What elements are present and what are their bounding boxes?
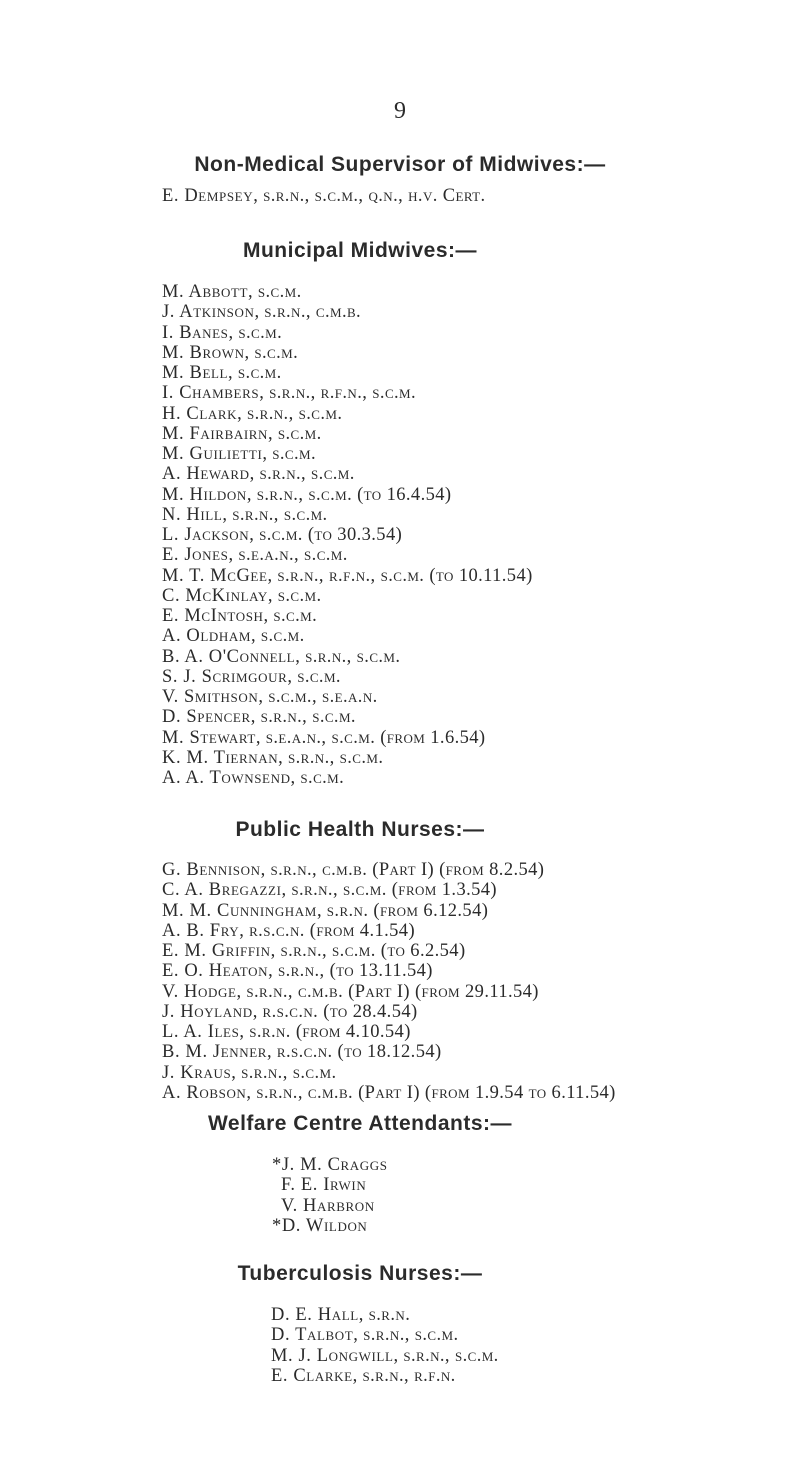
list-item: E. O. Heaton, s.r.n., (to 13.11.54): [162, 961, 433, 982]
section-heading-municipal-midwives: Municipal Midwives:—: [242, 239, 478, 262]
tuberculosis-nurses-list: [271, 1305, 499, 1386]
list-item: M. Brown, s.c.m.: [162, 342, 299, 363]
list-item: M. Hildon, s.r.n., s.c.m. (to 16.4.54): [162, 484, 452, 505]
list-item: M. Stewart, s.e.a.n., s.c.m. (from 1.6.54): [162, 727, 486, 748]
list-item: D. E. Hall, s.r.n.: [271, 1305, 411, 1325]
section-heading-tuberculosis-nurses: Tuberculosis Nurses:—: [237, 1262, 483, 1285]
list-item: H. Clark, s.r.n., s.c.m.: [162, 403, 343, 424]
list-item: B. M. Jenner, r.s.c.n. (to 18.12.54): [162, 1042, 442, 1063]
list-item: A. Oldham, s.c.m.: [162, 626, 305, 647]
list-item: A. Robson, s.r.n., c.m.b. (Part I) (from 1.9.54 to 6.11.54): [162, 1082, 616, 1103]
list-item: *J. M. Craggs: [272, 1155, 388, 1175]
list-item: I. Chambers, s.r.n., r.f.n., s.c.m.: [162, 383, 417, 404]
list-item: A. B. Fry, r.s.c.n. (from 4.1.54): [162, 920, 416, 941]
list-item: V. Smithson, s.c.m., s.e.a.n.: [162, 687, 378, 707]
list-item: B. A. O'Connell, s.r.n., s.c.m.: [162, 646, 401, 667]
list-item: S. J. Scrimgour, s.c.m.: [162, 666, 341, 687]
list-item: E. McIntosh, s.c.m.: [162, 606, 318, 626]
list-item: J. Atkinson, s.r.n., c.m.b.: [162, 302, 362, 323]
list-item: A. A. Townsend, s.c.m.: [162, 768, 345, 788]
list-item: M. Fairbairn, s.c.m.: [162, 423, 322, 444]
list-item: E. Dempsey, s.r.n., s.c.m., q.n., h.v. Cert.: [162, 186, 486, 206]
list-item: E. Jones, s.e.a.n., s.c.m.: [162, 545, 348, 566]
list-item: V. Hodge, s.r.n., c.m.b. (Part I) (from 29.11.54): [162, 981, 539, 1002]
list-item: C. A. Bregazzi, s.r.n., s.c.m. (from 1.3.54): [162, 880, 497, 901]
list-item: J. Hoyland, r.s.c.n. (to 28.4.54): [162, 1001, 418, 1022]
list-item: M. J. Longwill, s.r.n., s.c.m.: [271, 1345, 499, 1366]
list-item: L. A. Iles, s.r.n. (from 4.10.54): [162, 1022, 411, 1042]
list-item: C. McKinlay, s.c.m.: [162, 585, 322, 606]
page-number: 9: [394, 98, 406, 124]
list-item: D. Talbot, s.r.n., s.c.m.: [271, 1325, 459, 1346]
list-item: M. Bell, s.c.m.: [162, 363, 282, 383]
list-item: D. Spencer, s.r.n., s.c.m.: [162, 707, 356, 728]
list-item: M. Guilietti, s.c.m.: [162, 444, 316, 464]
list-item: F. E. Irwin: [281, 1175, 367, 1196]
list-item: M. M. Cunningham, s.r.n. (from 6.12.54): [162, 900, 489, 921]
list-item: M. T. McGee, s.r.n., r.f.n., s.c.m. (to 10.11.54): [162, 565, 533, 586]
list-item: *D. Wildon: [272, 1215, 368, 1236]
list-item: K. M. Tiernan, s.r.n., s.c.m.: [162, 747, 384, 768]
list-item: G. Bennison, s.r.n., c.m.b. (Part I) (from 8.2.54): [162, 860, 545, 880]
list-item: E. M. Griffin, s.r.n., s.c.m. (to 6.2.54): [162, 941, 466, 961]
list-item: J. Kraus, s.r.n., s.c.m.: [162, 1062, 337, 1083]
supervisor-list: [162, 186, 486, 206]
list-item: A. Heward, s.r.n., s.c.m.: [162, 464, 355, 485]
list-item: N. Hill, s.r.n., s.c.m.: [162, 504, 328, 525]
section-heading-supervisor: Non-Medical Supervisor of Midwives:—: [194, 153, 606, 176]
municipal-midwives-list: [162, 282, 533, 788]
list-item: L. Jackson, s.c.m. (to 30.3.54): [162, 525, 403, 545]
list-item: I. Banes, s.c.m.: [162, 322, 283, 343]
section-heading-welfare-centre-attendants: Welfare Centre Attendants:—: [207, 1112, 513, 1135]
section-heading-public-health-nurses: Public Health Nurses:—: [235, 818, 485, 841]
list-item: V. Harbron: [281, 1195, 375, 1216]
public-health-nurses-list: [162, 860, 616, 1103]
welfare-centre-attendants-list: [272, 1155, 388, 1236]
list-item: E. Clarke, s.r.n., r.f.n.: [271, 1365, 456, 1386]
list-item: M. Abbott, s.c.m.: [162, 282, 302, 302]
